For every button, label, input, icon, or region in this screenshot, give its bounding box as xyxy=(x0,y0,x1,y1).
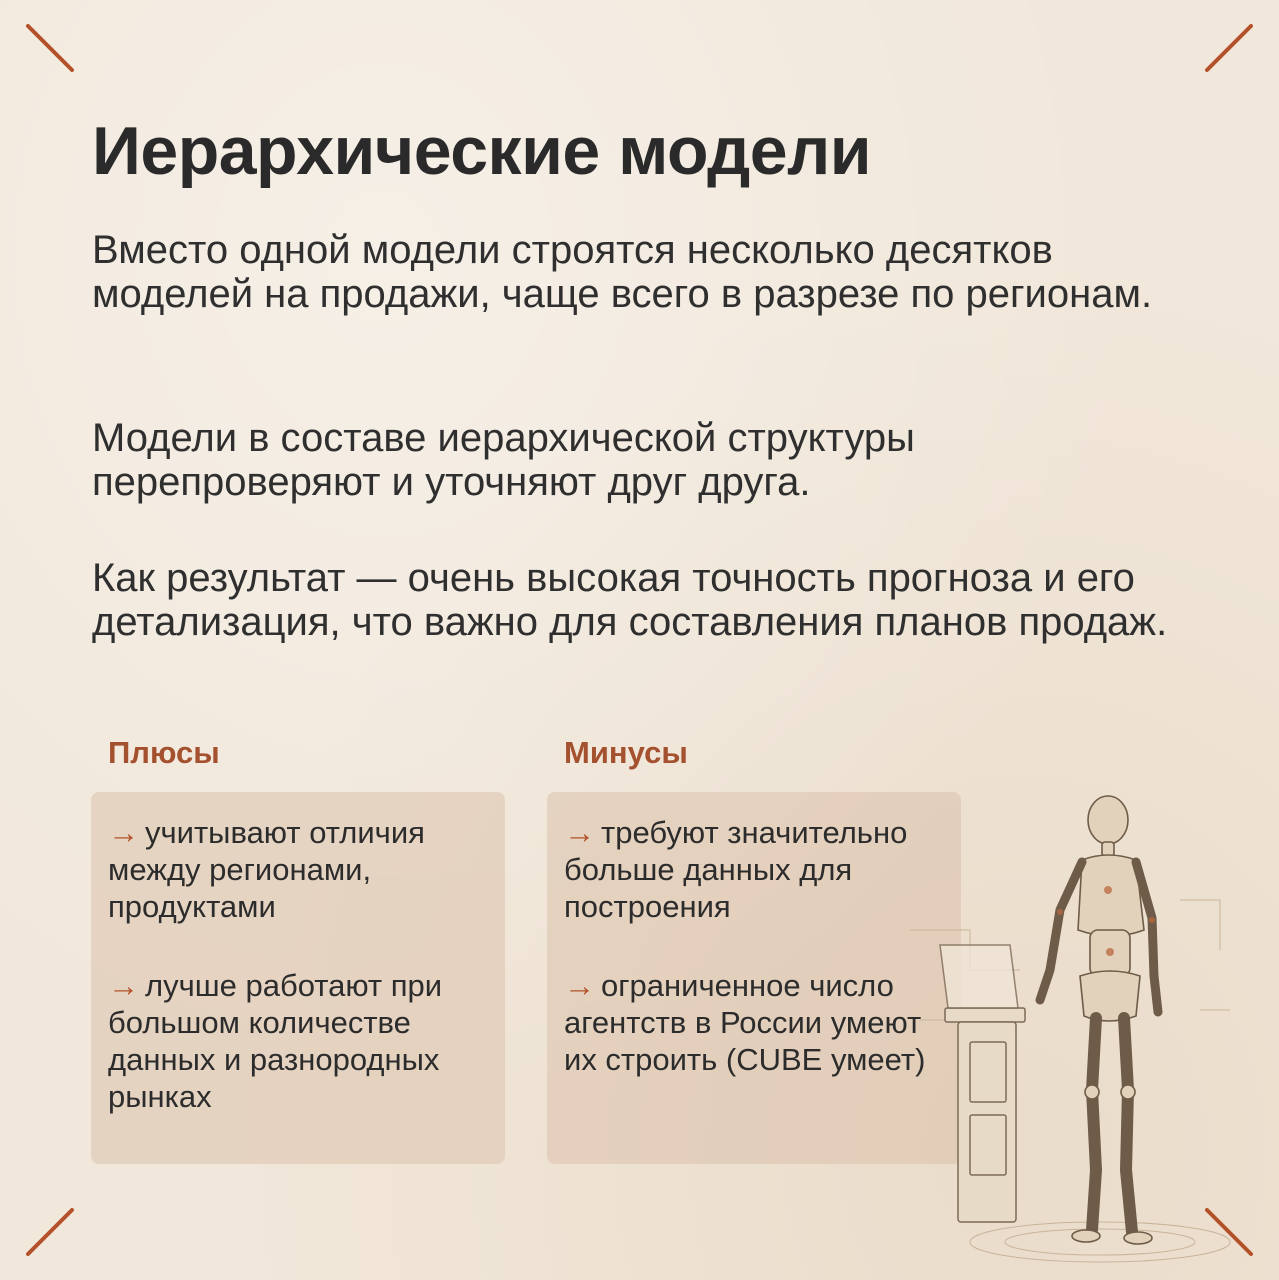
arrow-right-icon: → xyxy=(564,815,595,850)
structure-paragraph: Модели в составе иерархической структуры перепроверяют и уточняют друг друга. xyxy=(92,416,915,504)
corner-mark-icon xyxy=(20,1202,80,1262)
cons-item-text: требуют значительно больше данных для построения xyxy=(564,815,908,924)
corner-mark-icon xyxy=(1199,18,1259,78)
pros-card xyxy=(91,792,505,1164)
page-title: Иерархические модели xyxy=(92,113,872,189)
cons-item-text: ограниченное число агентств в России умеют их строить (CUBE умеет) xyxy=(564,968,926,1077)
pros-item xyxy=(108,814,489,925)
pros-item xyxy=(108,967,489,1115)
cons-heading: Минусы xyxy=(564,735,688,770)
pros-item-text: лучше работают при большом количестве данных и разнородных рынках xyxy=(108,968,443,1114)
result-paragraph: Как результат — очень высокая точность прогноза и его детализация, что важно для составления планов продаж. xyxy=(92,556,1168,644)
arrow-right-icon: → xyxy=(108,815,139,850)
intro-paragraph: Вместо одной модели строятся несколько десятков моделей на продажи, чаще всего в разрезе по регионам. xyxy=(92,228,1153,316)
robot-illustration-icon xyxy=(900,780,1240,1270)
cons-item xyxy=(564,814,945,925)
pros-item-text: учитывают отличия между регионами, продуктами xyxy=(108,815,425,924)
arrow-right-icon: → xyxy=(108,968,139,1003)
cons-card xyxy=(547,792,961,1164)
corner-mark-icon xyxy=(20,18,80,78)
pros-heading: Плюсы xyxy=(108,735,220,770)
cons-item xyxy=(564,967,945,1078)
arrow-right-icon: → xyxy=(564,968,595,1003)
